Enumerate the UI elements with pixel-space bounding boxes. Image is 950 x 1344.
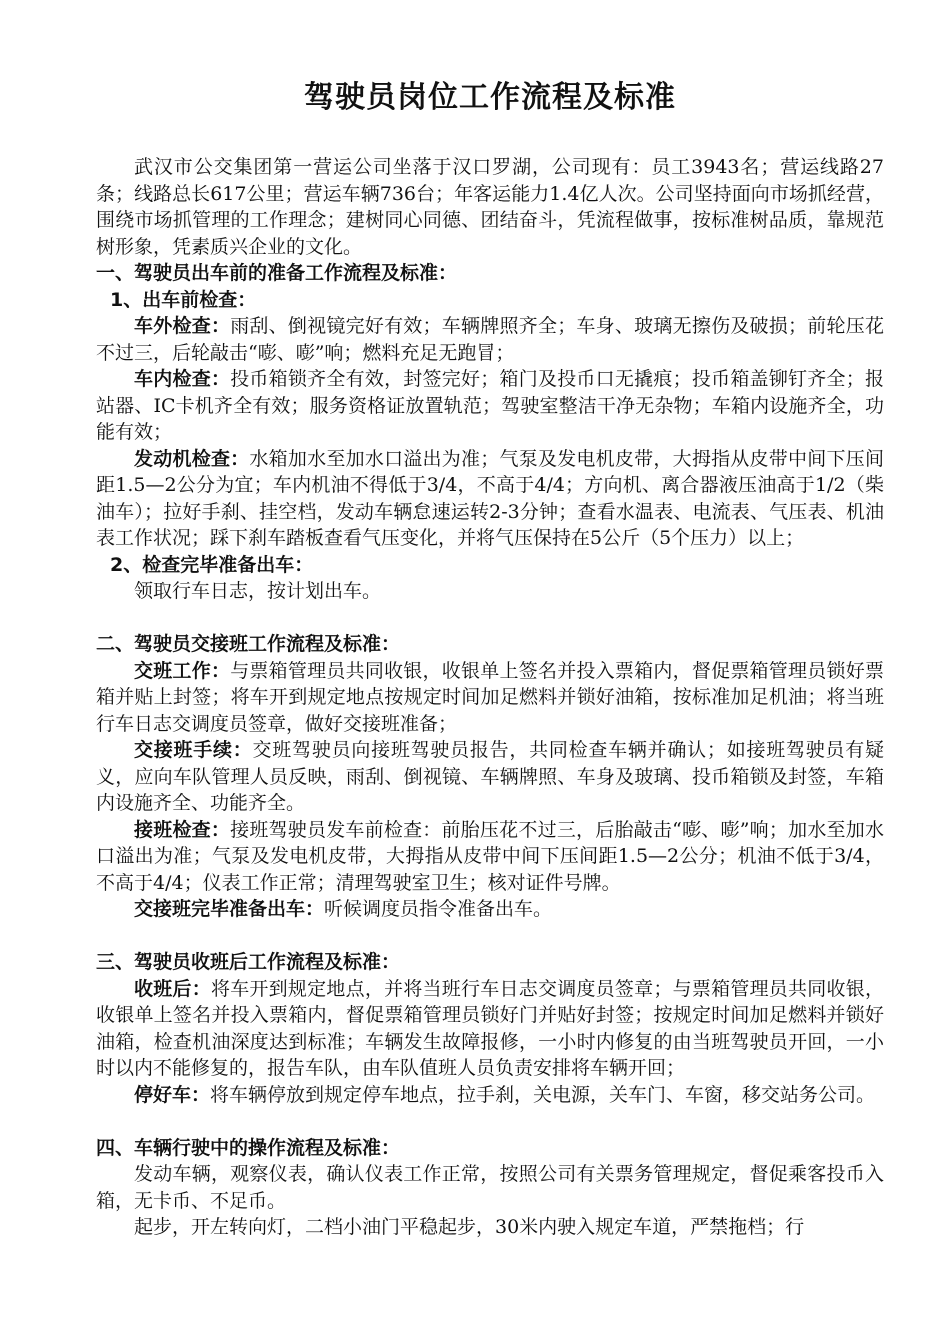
handover-procedure-lead: 交接班手续： [134,739,253,761]
handover-work-lead: 交班工作： [134,659,231,682]
section-1-sub-2: 2、检查完毕准备出车： [110,553,314,576]
parking-lead: 停好车： [134,1083,211,1106]
handover-procedure-text: 交班驾驶员向接班驾驶员报告，共同检查车辆并确认；如接班驾驶员有疑义，应向车队管理人员反映，雨刮、倒视镜、车辆牌照、车身及玻璃、投币箱锁及封签，车箱内设施齐全、功能齐全。 [96,739,884,814]
parking-paragraph [96,1082,884,1109]
handover-done-paragraph [96,896,884,923]
section-3-heading: 三、驾驶员收班后工作流程及标准： [96,951,401,973]
start-vehicle-paragraph: 发动车辆，观察仪表，确认仪表工作正常，按照公司有关票务管理规定，督促乘客投币入箱，无卡币、不足币。 [96,1163,884,1212]
interior-check-lead: 车内检查： [134,368,231,390]
exterior-check-text: 雨刮、倒视镜完好有效；车辆牌照齐全；车身、玻璃无擦伤及破损；前轮压花不过三，后轮敲击“嘭、嘭”响；燃料充足无跑冒； [96,315,884,364]
handover-done-text: 听候调度员指令准备出车。 [324,898,553,920]
intro-paragraph: 武汉市公交集团第一营运公司坐落于汉口罗湖，公司现有：员工3943名；营运线路27条；线路总长617公里；营运车辆736台；年客运能力1.4亿人次。公司坚持面向市场抓经营，围绕市场抓管理的工作理念；建树同心同德、团结奋斗，凭流程做事，按标准树品质，靠规范树形象，凭素质兴企业的文化。 [96,156,884,258]
engine-check-text: 水箱加水至加水口溢出为准；气泵及发电机皮带，大拇指从皮带中间下压间距1.5—2公分为宜；车内机油不得低于3/4，不高于4/4；方向机、离合器液压油高于1/2（柴油车）；拉好手刹、挂空档，发动车辆怠速运转2-3分钟；查看水温表、电流表、气压表、机油表工作状况；踩下刹车踏板查看气压变化，并将气压保持在5公斤（5个压力）以上； [96,447,884,549]
spacer [96,1108,884,1135]
engine-check-lead: 发动机检查： [134,447,250,470]
takeover-check-text: 接班驾驶员发车前检查：前胎压花不过三，后胎敲击“嘭、嘭”响；加水至加水口溢出为准；气泵及发电机皮带，大拇指从皮带中间下压间距1.5—2公分；机油不低于3/4，不高于4/4；仪表工作正常；清理驾驶室卫生；核对证件号牌。 [96,818,884,894]
after-shift-text: 将车开到规定地点，并将当班行车日志交调度员签章；与票箱管理员共同收银，收银单上签名并投入票箱内，督促票箱管理员锁好门并贴好封签；按规定时间加足燃料并锁好油箱，检查机油深度达到标准；车辆发生故障报修，一小时内修复的由当班驾驶员开回，一小时以内不能修复的，报告车队，由车队值班人员负责安排将车辆开回； [96,977,884,1079]
depart-paragraph: 领取行车日志，按计划出车。 [134,580,382,602]
takeover-check-paragraph [96,817,884,897]
handover-work-paragraph [96,658,884,738]
handover-done-lead: 交接班完毕准备出车： [134,898,325,920]
handover-work-text: 与票箱管理员共同收银，收银单上签名并投入票箱内，督促票箱管理员锁好票箱并贴上封签；将车开到规定地点按规定时间加足燃料并锁好油箱，按标准加足机油；将当班行车日志交调度员签章，做好交接班准备； [96,659,884,735]
exterior-check-lead: 车外检查： [134,315,231,337]
pull-away-paragraph: 起步，开左转向灯，二档小油门平稳起步，30米内驶入规定车道，严禁拖档；行 [134,1216,805,1238]
section-4-heading: 四、车辆行驶中的操作流程及标准： [96,1136,401,1159]
engine-check-paragraph [96,446,884,552]
section-1-sub-1: 1、出车前检查： [110,288,257,311]
section-2-heading: 二、驾驶员交接班工作流程及标准： [96,633,401,655]
spacer [96,605,884,632]
exterior-check-paragraph [96,313,884,366]
handover-procedure-paragraph [96,737,884,817]
after-shift-paragraph [96,976,884,1082]
spacer [96,923,884,950]
parking-text: 将车辆停放到规定停车地点，拉手刹，关电源，关车门、车窗，移交站务公司。 [210,1083,876,1106]
document-title: 驾驶员岗位工作流程及标准 [304,80,676,115]
after-shift-lead: 收班后： [134,977,211,1000]
interior-check-paragraph [96,366,884,446]
takeover-check-lead: 接班检查： [134,818,231,841]
section-1-heading: 一、驾驶员出车前的准备工作流程及标准： [96,262,458,284]
interior-check-text: 投币箱锁齐全有效，封签完好；箱门及投币口无撬痕；投币箱盖铆钉齐全；报站器、IC卡机齐全有效；服务资格证放置轨范；驾驶室整洁干净无杂物；车箱内设施齐全，功能有效； [96,368,884,443]
